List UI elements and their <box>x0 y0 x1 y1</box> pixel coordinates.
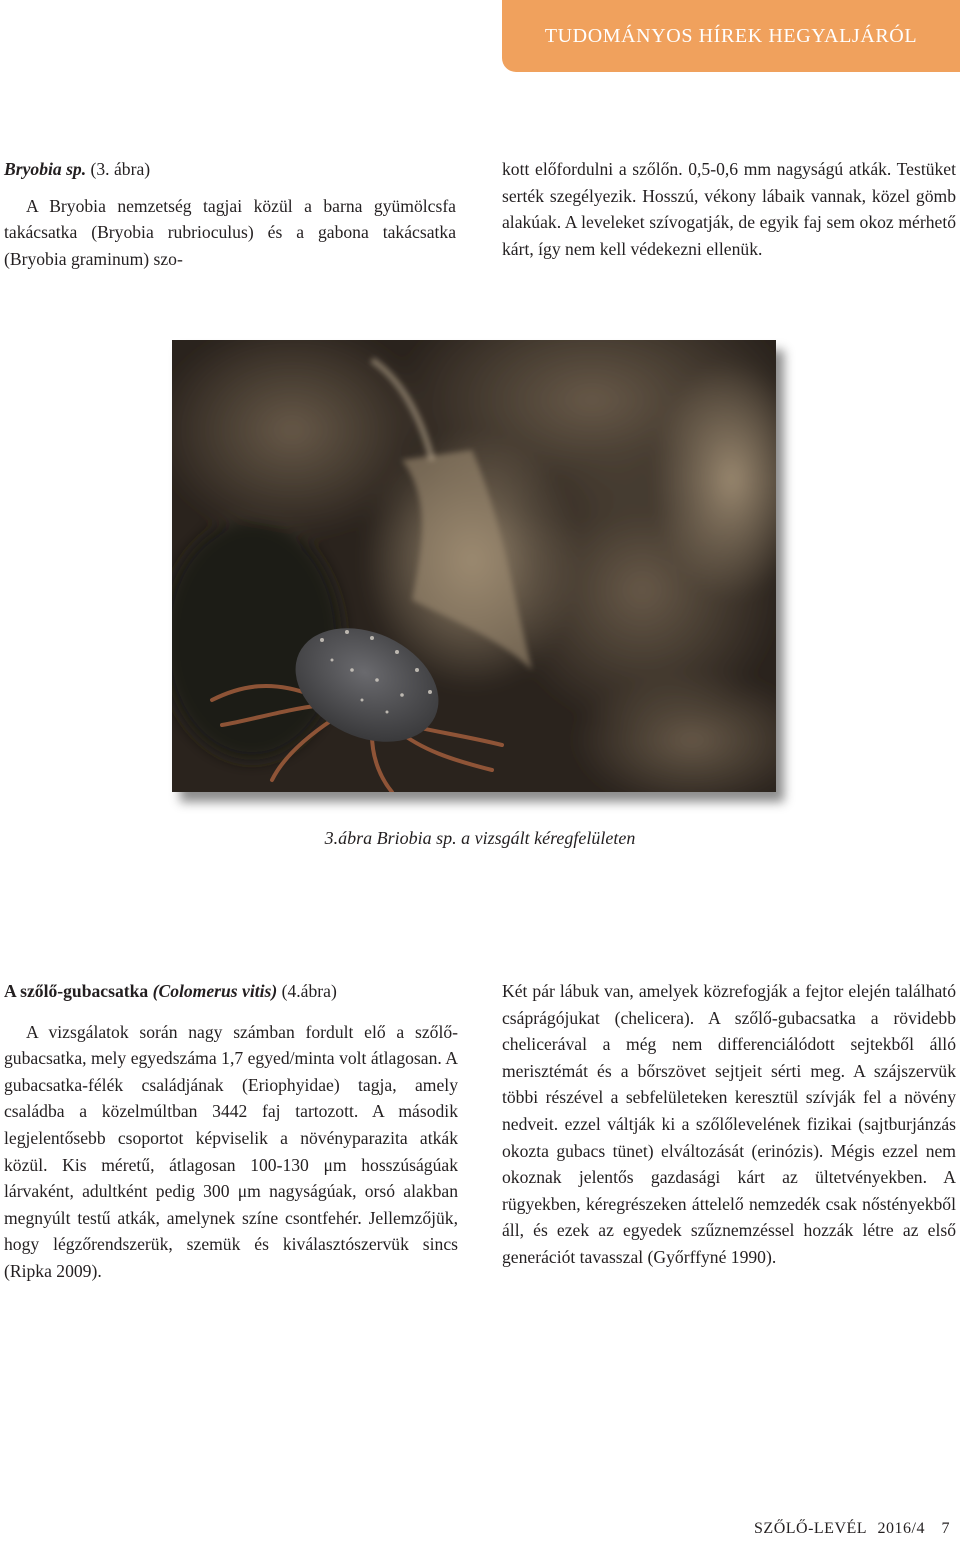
mite-photo-image <box>172 340 776 792</box>
bryobia-left-column <box>4 156 456 272</box>
bryobia-title <box>4 156 456 183</box>
bryobia-title-rest: (3. ábra) <box>86 159 151 179</box>
page-footer <box>754 1520 950 1538</box>
mite-photo <box>172 340 776 792</box>
section-banner: TUDOMÁNYOS HÍREK HEGYALJÁRÓL <box>502 0 960 72</box>
gubacsatka-right-column <box>502 978 956 1271</box>
footer-page-number: 7 <box>941 1520 950 1537</box>
gubacsatka-heading <box>4 978 458 1005</box>
gubacsatka-paragraph-left: A vizsgálatok során nagy számban fordult elő a szőlő-gubacsatka, mely egyedszáma 1,7 egyed/minta volt átlagosan. A gubacsatka-félék családjának (Eriophyidae) tagja, amely családba a közelmúltban 3442 faj tartozott. A második legjelentősebb csoportot képviselik a növényparazita atkák közül. Kis méretű, átlagosan 100-130 μm hosszúságúak lárvaként, adultként pedig 300 μm nagyságúak, orsó alakban megnyúlt testű atkák, amelynek színe csontfehér. Jellemzőjük, hogy légzőrendszerük, szemük és kiválasztószervük sincs (Ripka 2009). <box>4 1021 458 1281</box>
bryobia-paragraph-right: kott előfordulni a szőlőn. 0,5-0,6 mm nagyságú atkák. Testüket serték szegélyezik. Hosszú, vékony lábaik vannak, közel gömb alakúak. A leveleket szívogatják, de egyik faj sem okoz mérhető kárt, így nem kell védekezni ellenük. <box>502 159 956 259</box>
gubacsatka-heading-italic: (Colomerus vitis) <box>152 981 278 1001</box>
figure-caption: 3.ábra Briobia sp. a vizsgált kéregfelületen <box>324 828 636 848</box>
footer-journal: SZŐLŐ-LEVÉL <box>754 1520 868 1537</box>
gubacsatka-left-column <box>4 978 458 1285</box>
gubacsatka-heading-rest: (4.ábra) <box>277 981 337 1001</box>
gubacsatka-heading-bold: A szőlő-gubacsatka <box>4 981 153 1001</box>
footer-issue: 2016/4 <box>877 1520 925 1537</box>
bryobia-title-italic: Bryobia sp. <box>4 159 87 179</box>
gubacsatka-paragraph-right: Két pár lábuk van, amelyek közrefogják a fejtor elején található csáprágójukat (chelicera). A szőlő-gubacsatka a rövidebb chelicerával a még nem differenciálódott sejtekből álló merisztémát és a bőrszövet sejtjeit sérti meg. A szájszervük többi részével a sebfelületeken keresztül szívják fel a növény nedveit. ezzel váltják ki a szőlőlevelének fizikai (sajtburjánzás okozta gubacs tünet) elváltozását (erinózis). Mégis ezzel nem okoznak jelentős gazdasági kárt az ültetvényekben. A rügyekben, kéregrészeken áttelelő nemzedék csak nőstényekből áll, és ezek az egyedek szűznemzéssel hozzák létre az első generációt tavasszal (Győrffyné 1990). <box>502 981 956 1267</box>
bryobia-right-column <box>502 156 956 262</box>
bryobia-paragraph-left: A Bryobia nemzetség tagjai közül a barna gyümölcsfa takácsatka (Bryobia rubrioculus) és a gabona takácsatka (Bryobia graminum) szo- <box>4 195 456 269</box>
